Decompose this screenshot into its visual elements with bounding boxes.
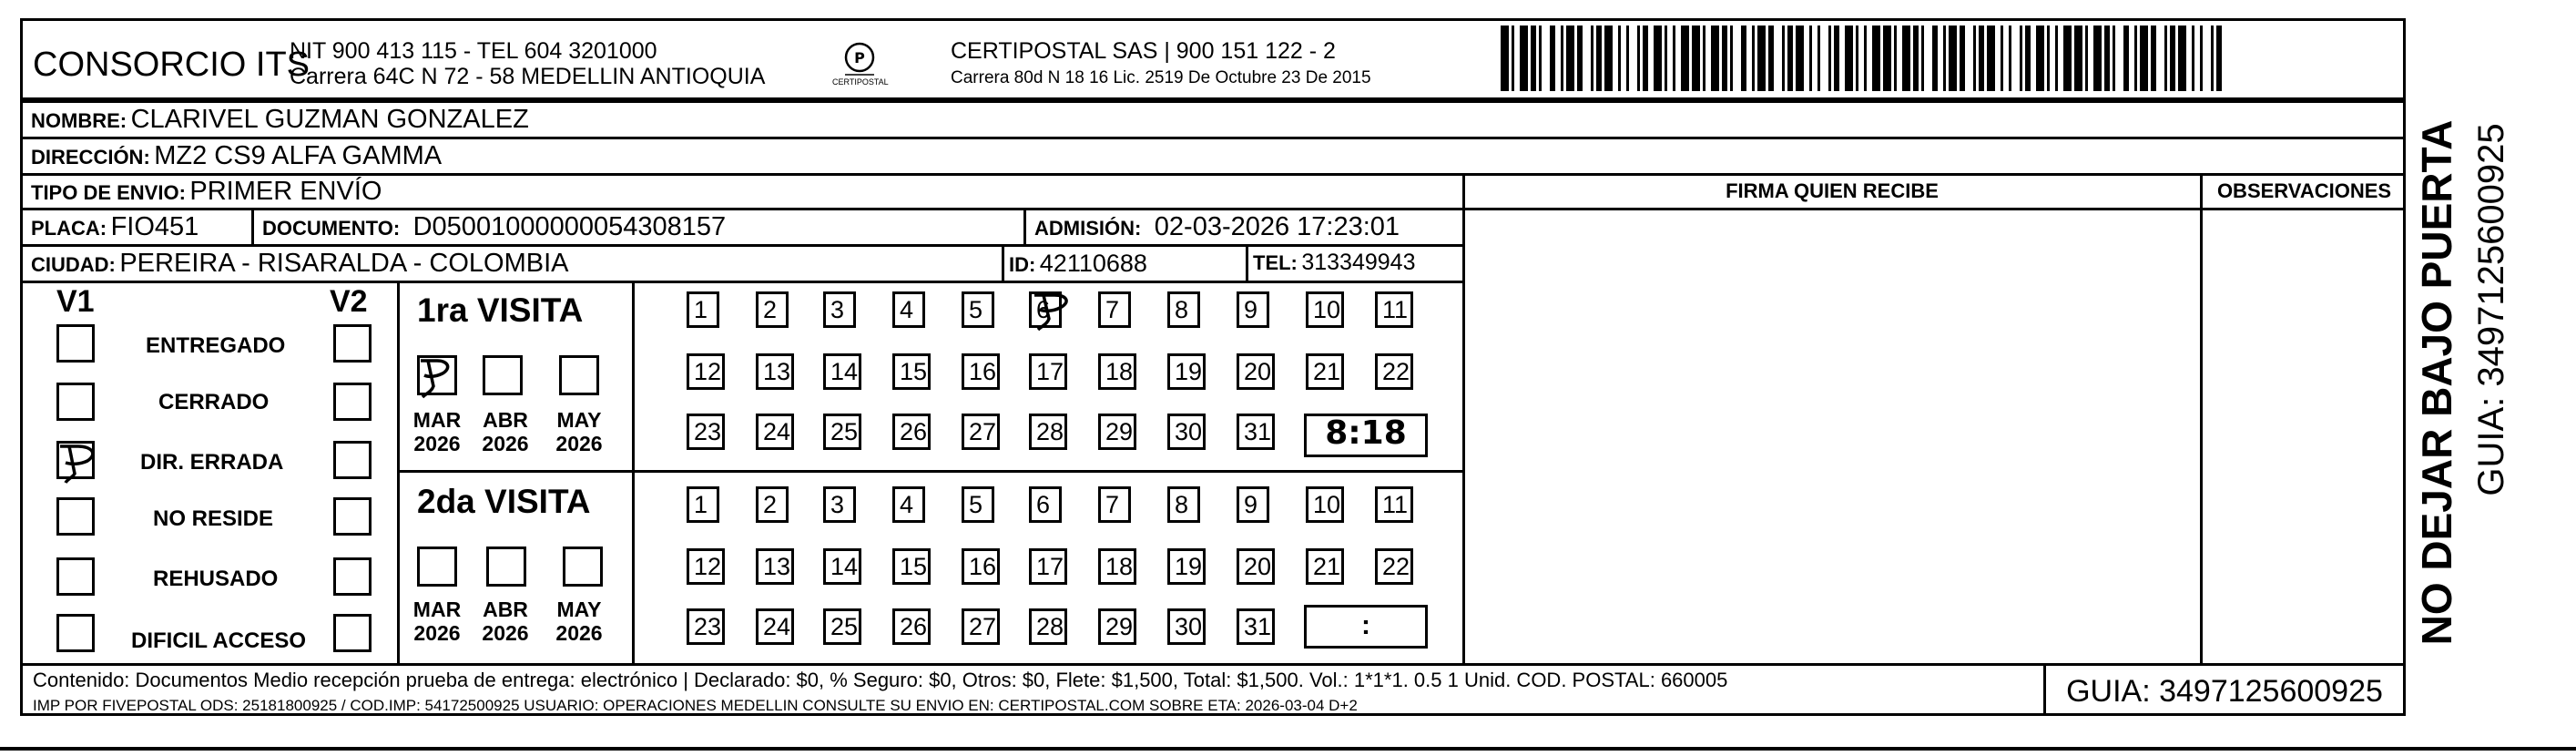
documento-field bbox=[262, 214, 726, 240]
visit-1-day-13[interactable]: 13 bbox=[756, 353, 794, 390]
direccion-label: DIRECCIÓN: bbox=[31, 146, 150, 169]
month-year: 2026 bbox=[413, 432, 461, 456]
admision-divider bbox=[1023, 208, 1026, 244]
visit-1-month-abr-checkbox[interactable] bbox=[483, 355, 523, 395]
visit-1-day-25[interactable]: 25 bbox=[823, 414, 861, 450]
footer-imp-line: IMP POR FIVEPOSTAL ODS: 25181800925 / COD.IMP: 54172500925 USUARIO: OPERACIONES MEDELLIN CONSULTE SU ENVIO EN: CERTIPOSTAL.COM SOBRE ETA: 2026-03-04 D+2 bbox=[33, 697, 1358, 714]
visit-1-month-abr-label bbox=[473, 408, 537, 456]
placa-value: FIO451 bbox=[110, 212, 199, 241]
visit-2-day-24[interactable]: 24 bbox=[756, 608, 794, 645]
v2-checkbox-entregado[interactable] bbox=[333, 324, 372, 363]
nombre-label: NOMBRE: bbox=[31, 109, 127, 132]
visit-1-month-may-label bbox=[547, 408, 611, 456]
visit-1-day-28[interactable]: 28 bbox=[1029, 414, 1067, 450]
visit-1-day-12[interactable]: 12 bbox=[687, 353, 725, 390]
visit-1-day-22[interactable]: 22 bbox=[1375, 353, 1413, 390]
visit-1-day-23[interactable]: 23 bbox=[687, 414, 725, 450]
month-name: MAY bbox=[556, 408, 602, 432]
visit-2-month-mar-checkbox[interactable] bbox=[417, 547, 457, 587]
carrier-license-line: Carrera 80d N 18 16 Lic. 2519 De Octubre 23 De 2015 bbox=[951, 68, 1371, 87]
bottom-rule bbox=[0, 747, 2576, 751]
observaciones-header: OBSERVACIONES bbox=[2216, 179, 2392, 202]
month-name: MAY bbox=[556, 598, 602, 621]
visit-2-day-12[interactable]: 12 bbox=[687, 548, 725, 585]
company-name: CONSORCIO ITS bbox=[33, 46, 311, 84]
ciudad-field bbox=[31, 250, 568, 277]
placa-label: PLACA: bbox=[31, 217, 107, 240]
company-address-line: Carrera 64C N 72 - 58 MEDELLIN ANTIOQUIA bbox=[290, 64, 766, 89]
v2-checkbox-no-reside[interactable] bbox=[333, 497, 372, 536]
admision-label: ADMISIÓN: bbox=[1034, 217, 1142, 240]
visit-2-day-8[interactable]: 8 bbox=[1167, 486, 1200, 523]
visit-2-day-29[interactable]: 29 bbox=[1098, 608, 1136, 645]
visit-2-day-5[interactable]: 5 bbox=[962, 486, 994, 523]
visit-1-day-1[interactable]: 1 bbox=[687, 291, 719, 328]
status-label-cerrado: CERRADO bbox=[158, 390, 270, 414]
visit-1-day-16[interactable]: 16 bbox=[962, 353, 1000, 390]
visit-1-day-24[interactable]: 24 bbox=[756, 414, 794, 450]
tel-value: 313349943 bbox=[1301, 250, 1416, 275]
visit-1-day-15[interactable]: 15 bbox=[892, 353, 931, 390]
visit-2-day-15[interactable]: 15 bbox=[892, 548, 931, 585]
status-label-no-reside: NO RESIDE bbox=[153, 506, 274, 531]
visit-1-day-4[interactable]: 4 bbox=[892, 291, 925, 328]
visit-2-day-14[interactable]: 14 bbox=[823, 548, 861, 585]
visit-2-day-9[interactable]: 9 bbox=[1237, 486, 1269, 523]
id-label: ID: bbox=[1009, 253, 1036, 276]
v1-checkbox-entregado[interactable] bbox=[56, 324, 95, 363]
visit-2-day-7[interactable]: 7 bbox=[1098, 486, 1131, 523]
firma-header: FIRMA QUIEN RECIBE bbox=[1726, 179, 1939, 202]
admision-value: 02-03-2026 17:23:01 bbox=[1154, 212, 1400, 241]
admision-field bbox=[1034, 214, 1400, 240]
visit-2-day-17[interactable]: 17 bbox=[1029, 548, 1067, 585]
visit-2-day-31[interactable]: 31 bbox=[1237, 608, 1275, 645]
row-divider bbox=[20, 208, 1464, 210]
visit-divider bbox=[397, 470, 1464, 473]
visit-2-title: 2da VISITA bbox=[417, 483, 591, 520]
visit-1-day-17[interactable]: 17 bbox=[1029, 353, 1067, 390]
direccion-value: MZ2 CS9 ALFA GAMMA bbox=[154, 141, 443, 170]
nombre-value: CLARIVEL GUZMAN GONZALEZ bbox=[130, 105, 529, 134]
documento-label: DOCUMENTO: bbox=[262, 217, 401, 240]
visit-1-day-20[interactable]: 20 bbox=[1237, 353, 1275, 390]
v2-checkbox-dificil-acceso[interactable] bbox=[333, 614, 372, 652]
visit-1-day-5[interactable]: 5 bbox=[962, 291, 994, 328]
visit-2-month-mar-label bbox=[405, 598, 469, 646]
certipostal-logo-text: CERTIPOSTAL bbox=[832, 77, 889, 87]
v1-checkbox-no-reside[interactable] bbox=[56, 497, 95, 536]
visit-1-day-27[interactable]: 27 bbox=[962, 414, 1000, 450]
visit-2-day-30[interactable]: 30 bbox=[1167, 608, 1206, 645]
visit-1-month-mar-label bbox=[405, 408, 469, 456]
checkmark-dir-errada-icon bbox=[55, 437, 109, 488]
visit-1-day-2[interactable]: 2 bbox=[756, 291, 789, 328]
company-nit-line: NIT 900 413 115 - TEL 604 3201000 bbox=[290, 38, 657, 64]
visit-1-day-6[interactable]: 6 bbox=[1029, 291, 1062, 328]
visit-1-day-3[interactable]: 3 bbox=[823, 291, 856, 328]
side-guia-text: GUIA: 3497125600925 bbox=[2471, 123, 2511, 496]
visit-2-day-22[interactable]: 22 bbox=[1375, 548, 1413, 585]
footer-divider bbox=[20, 663, 2406, 666]
visit-1-day-11[interactable]: 11 bbox=[1375, 291, 1413, 328]
documento-value: D05001000000054308157 bbox=[412, 212, 727, 241]
visit-1-day-checkmark-icon bbox=[1029, 288, 1080, 333]
visit-2-month-may-checkbox[interactable] bbox=[563, 547, 603, 587]
visit-1-day-7[interactable]: 7 bbox=[1098, 291, 1131, 328]
visit-1-day-19[interactable]: 19 bbox=[1167, 353, 1206, 390]
month-name: MAR bbox=[412, 598, 462, 621]
visit-2-day-28[interactable]: 28 bbox=[1029, 608, 1067, 645]
visit-1-time-value: 8:18 bbox=[1325, 414, 1407, 452]
month-year: 2026 bbox=[482, 432, 529, 456]
visit-2-day-1[interactable]: 1 bbox=[687, 486, 719, 523]
placa-field bbox=[31, 214, 199, 240]
firma-column-divider bbox=[1462, 173, 1465, 665]
visit-2-day-23[interactable]: 23 bbox=[687, 608, 725, 645]
tel-field bbox=[1253, 251, 1415, 274]
status-label-rehusado: REHUSADO bbox=[153, 567, 279, 591]
row-divider bbox=[20, 173, 2406, 176]
visit-2-day-20[interactable]: 20 bbox=[1237, 548, 1275, 585]
visit-2-day-19[interactable]: 19 bbox=[1167, 548, 1206, 585]
placa-divider bbox=[251, 208, 254, 244]
month-name: ABR bbox=[483, 408, 528, 432]
row-divider bbox=[20, 137, 2406, 139]
id-divider bbox=[1002, 244, 1004, 281]
month-year: 2026 bbox=[555, 432, 603, 456]
visit-1-day-21[interactable]: 21 bbox=[1306, 353, 1344, 390]
barcode bbox=[1501, 26, 2225, 91]
ciudad-value: PEREIRA - RISARALDA - COLOMBIA bbox=[119, 249, 569, 278]
visit-2-month-abr-checkbox[interactable] bbox=[486, 547, 526, 587]
visit-2-day-3[interactable]: 3 bbox=[823, 486, 856, 523]
visit-1-day-30[interactable]: 30 bbox=[1167, 414, 1206, 450]
id-value: 42110688 bbox=[1039, 250, 1147, 277]
visit-2-day-27[interactable]: 27 bbox=[962, 608, 1000, 645]
visit-2-day-26[interactable]: 26 bbox=[892, 608, 931, 645]
visit-2-day-21[interactable]: 21 bbox=[1306, 548, 1344, 585]
month-year: 2026 bbox=[482, 621, 529, 646]
visit-2-time-value: : bbox=[1361, 610, 1370, 640]
visit-2-month-may-label bbox=[547, 598, 611, 646]
visit-2-day-11[interactable]: 11 bbox=[1375, 486, 1413, 523]
ciudad-label: CIUDAD: bbox=[31, 253, 116, 276]
tipo-envio-value: PRIMER ENVÍO bbox=[189, 177, 382, 206]
direccion-row bbox=[31, 143, 442, 169]
v2-header: V2 bbox=[330, 284, 368, 319]
visit-2-day-10[interactable]: 10 bbox=[1306, 486, 1344, 523]
visit-2-month-abr-label bbox=[473, 598, 537, 646]
carrier-line: CERTIPOSTAL SAS | 900 151 122 - 2 bbox=[951, 38, 1336, 64]
footer-guia: GUIA: 3497125600925 bbox=[2066, 674, 2383, 709]
side-warning-text: NO DEJAR BAJO PUERTA bbox=[2413, 119, 2460, 646]
v2-checkbox-rehusado[interactable] bbox=[333, 557, 372, 596]
visit-1-day-29[interactable]: 29 bbox=[1098, 414, 1136, 450]
visit-1-day-9[interactable]: 9 bbox=[1237, 291, 1269, 328]
visit-1-month-may-checkbox[interactable] bbox=[559, 355, 599, 395]
footer-contenido: Contenido: Documentos Medio recepción prueba de entrega: electrónico | Declarado: $0, % Seguro: $0, Otros: $0, Flete: $1,500, Total: $1,500. Vol.: 1*1*1. 0.5 1 Unid. COD. POSTAL: 660005 bbox=[33, 669, 1728, 691]
v1-header: V1 bbox=[56, 284, 95, 319]
v2-checkbox-cerrado[interactable] bbox=[333, 383, 372, 421]
v1-checkbox-dificil-acceso[interactable] bbox=[56, 614, 95, 652]
row-divider bbox=[20, 281, 1464, 283]
row-divider bbox=[1462, 208, 2406, 210]
visit-2-day-16[interactable]: 16 bbox=[962, 548, 1000, 585]
visit-2-day-4[interactable]: 4 bbox=[892, 486, 925, 523]
v1-checkbox-rehusado[interactable] bbox=[56, 557, 95, 596]
visit-1-day-18[interactable]: 18 bbox=[1098, 353, 1136, 390]
month-year: 2026 bbox=[413, 621, 461, 646]
tel-label: TEL: bbox=[1253, 251, 1298, 274]
visit-1-day-10[interactable]: 10 bbox=[1306, 291, 1344, 328]
v1-checkbox-cerrado[interactable] bbox=[56, 383, 95, 421]
svg-text:P: P bbox=[854, 49, 865, 66]
month-name: MAR bbox=[412, 408, 462, 432]
visit-1-day-31[interactable]: 31 bbox=[1237, 414, 1275, 450]
status-label-dificil-acceso: DIFICIL ACCESO bbox=[131, 628, 307, 653]
month-year: 2026 bbox=[555, 621, 603, 646]
nombre-row bbox=[31, 107, 529, 133]
visit-2-day-13[interactable]: 13 bbox=[756, 548, 794, 585]
v2-checkbox-dir-errada[interactable] bbox=[333, 441, 372, 479]
tipo-envio-row bbox=[31, 179, 382, 205]
status-label-entregado: ENTREGADO bbox=[146, 333, 286, 358]
visit-1-title: 1ra VISITA bbox=[417, 291, 584, 329]
visit-2-day-18[interactable]: 18 bbox=[1098, 548, 1136, 585]
visit-2-day-2[interactable]: 2 bbox=[756, 486, 789, 523]
visit-2-day-25[interactable]: 25 bbox=[823, 608, 861, 645]
tel-divider bbox=[1246, 244, 1248, 281]
visit-2-day-6[interactable]: 6 bbox=[1029, 486, 1062, 523]
status-label-dir-errada: DIR. ERRADA bbox=[140, 450, 284, 475]
observaciones-column-divider bbox=[2200, 173, 2203, 665]
id-field bbox=[1009, 251, 1147, 276]
month-name: ABR bbox=[483, 598, 528, 621]
visit-1-day-8[interactable]: 8 bbox=[1167, 291, 1200, 328]
visit-1-day-14[interactable]: 14 bbox=[823, 353, 861, 390]
visit-1-month-checkmark-icon bbox=[415, 352, 461, 403]
visit-1-day-26[interactable]: 26 bbox=[892, 414, 931, 450]
tipo-envio-label: TIPO DE ENVIO: bbox=[31, 181, 186, 204]
